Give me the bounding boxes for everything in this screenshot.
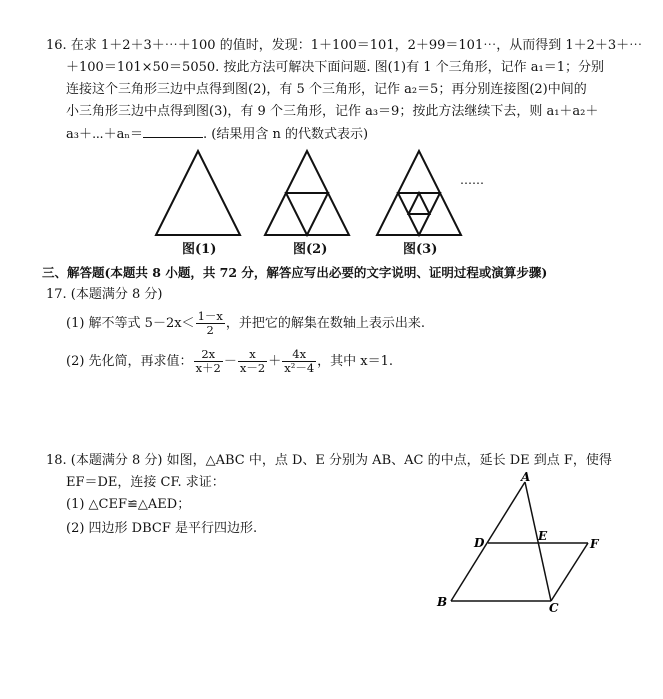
q17-f1-num: 2x [194,348,223,362]
q17-part-1 [66,310,425,338]
segment-cf [551,543,588,601]
q16-line-5-start: a₃＋⋯＋aₙ＝ [66,127,144,142]
q17-p2-fraction-1 [194,348,223,375]
q17-p2-text-a: (2) 先化简，再求值： [66,354,193,369]
q17-header: 17. (本题满分 8 分) [46,287,163,302]
q18-line-3: (1) △CEF≌△AED； [66,497,191,512]
q17-f2-den: x－2 [239,361,266,375]
figure-ellipsis: ⋯⋯ [460,176,484,190]
q16-line-3: 连接这个三角形三边中点得到图(2)，有 5 个三角形，记作 a₂＝5；再分别连接图(2)中间的 [66,82,587,97]
q17-f3-den: x²－4 [284,361,315,375]
fig1-label: 图(1) [182,242,217,257]
q17-p2-fraction-3 [282,348,316,375]
fig2-label: 图(2) [293,242,328,257]
label-b: B [437,595,448,609]
fig2-inner-triangle [286,193,328,235]
label-d: D [474,536,485,550]
q17-op-2: ＋ [268,354,282,369]
label-e: E [538,529,548,543]
label-c: C [549,601,559,615]
section-3-title: 三、解答题(本题共 8 小题，共 72 分，解答应写出必要的文字说明、证明过程或演算步骤) [42,265,548,280]
q17-p1-text-b: ，并把它的解集在数轴上表示出来. [225,316,426,331]
fig3-label: 图(3) [403,242,438,257]
q17-p1-fraction [196,310,225,337]
q16-figures [150,148,490,240]
q17-f1-den: x＋2 [195,361,221,375]
q18-line-2: EF＝DE，连接 CF. 求证： [66,475,225,490]
q17-f3-num: 4x [282,348,316,362]
q17-p1-text-a: (1) 解不等式 5－2x＜ [66,316,195,331]
q18-line-4: (2) 四边形 DBCF 是平行四边形. [66,521,258,536]
q17-f2-num: x [238,348,267,362]
q17-p2-text-b: ，其中 x＝1. [317,354,394,369]
answer-blank[interactable] [143,125,203,138]
q16-line-1: 16. 在求 1＋2＋3＋⋯＋100 的值时，发现：1＋100＝101，2＋99＝101⋯，从而得到 1＋2＋3＋⋯ [46,38,643,53]
label-f: F [590,537,599,551]
q16-line-4: 小三角形三边中点得到图(3)，有 9 个三角形，记作 a₃＝9；按此方法继续下去，则 a₁＋a₂＋ [66,104,599,119]
q17-p2-fraction-2 [238,348,267,375]
q16-line-5-end: . (结果用含 n 的代数式表示) [203,127,369,142]
q17-p1-den: 2 [206,323,214,337]
fig3-small-triangle [409,193,430,214]
fig1-triangle [156,151,240,235]
segment-ab [451,482,525,601]
q17-part-2 [66,348,393,376]
q17-op-1: － [223,354,237,369]
q18-geometry-figure [430,470,610,615]
q17-p1-num: 1－x [197,309,223,323]
q16-line-2: ＋100＝101×50＝5050. 按此方法可解决下面问题. 图(1)有 1 个三角形，记作 a₁＝1；分别 [66,60,604,75]
label-a: A [521,470,531,484]
q16-line-5 [66,125,368,144]
q18-line-1: 18. (本题满分 8 分) 如图，△ABC 中，点 D、E 分别为 AB、AC 的中点，延长 DE 到点 F，使得 [46,453,612,468]
